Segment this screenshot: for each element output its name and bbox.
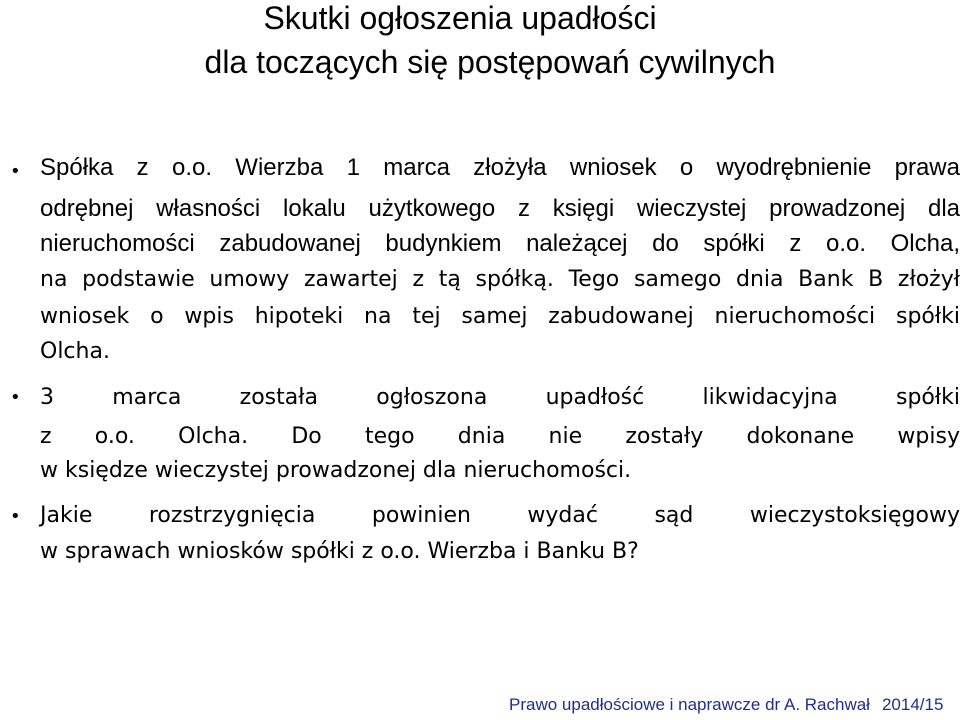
footer-text: Prawo upadłościowe i naprawcze dr A. Rachwał: [509, 695, 870, 714]
bullet-1-line-1: Spółka z o.o. Wierzba 1 marca złożyła wniosek o wyodrębnienie prawa: [40, 154, 960, 181]
title-line-2: dla toczących się postępowań cywilnych: [204, 44, 776, 80]
bullet-marker: •: [10, 161, 21, 182]
bullet-1-line-6: Olcha.: [40, 339, 110, 364]
bullet-1-line-4: na podstawie umowy zawartej z tą spółką. Tego samego dnia Bank B złożył: [40, 267, 960, 292]
footer-year: 2014/15: [881, 695, 944, 714]
slide-footer: [509, 695, 959, 715]
bullet-1-line-2: odrębnej własności lokalu użytkowego z księgi wieczystej prowadzonej dla: [40, 195, 960, 222]
bullet-marker: •: [10, 506, 21, 527]
bullet-2-line-3: w księdze wieczystej prowadzonej dla nieruchomości.: [40, 458, 632, 483]
bullet-3-line-1: Jakie rozstrzygnięcia powinien wydać sąd wieczystoksięgowy: [40, 503, 960, 528]
title-line-1: Skutki ogłoszenia upadłości: [263, 0, 657, 36]
bullet-2-line-1: 3 marca została ogłoszona upadłość likwidacyjna spółki: [40, 385, 960, 410]
bullet-marker: •: [10, 387, 21, 408]
bullet-2-line-2: z o.o. Olcha. Do tego dnia nie zostały dokonane wpisy: [40, 424, 960, 449]
bullet-3-line-2: w sprawach wniosków spółki z o.o. Wierzba i Banku B?: [40, 539, 639, 564]
bullet-1-line-5: wniosek o wpis hipoteki na tej samej zabudowanej nieruchomości spółki: [40, 304, 960, 329]
bullet-1-line-3: nieruchomości zabudowanej budynkiem należącej do spółki z o.o. Olcha,: [40, 230, 960, 257]
